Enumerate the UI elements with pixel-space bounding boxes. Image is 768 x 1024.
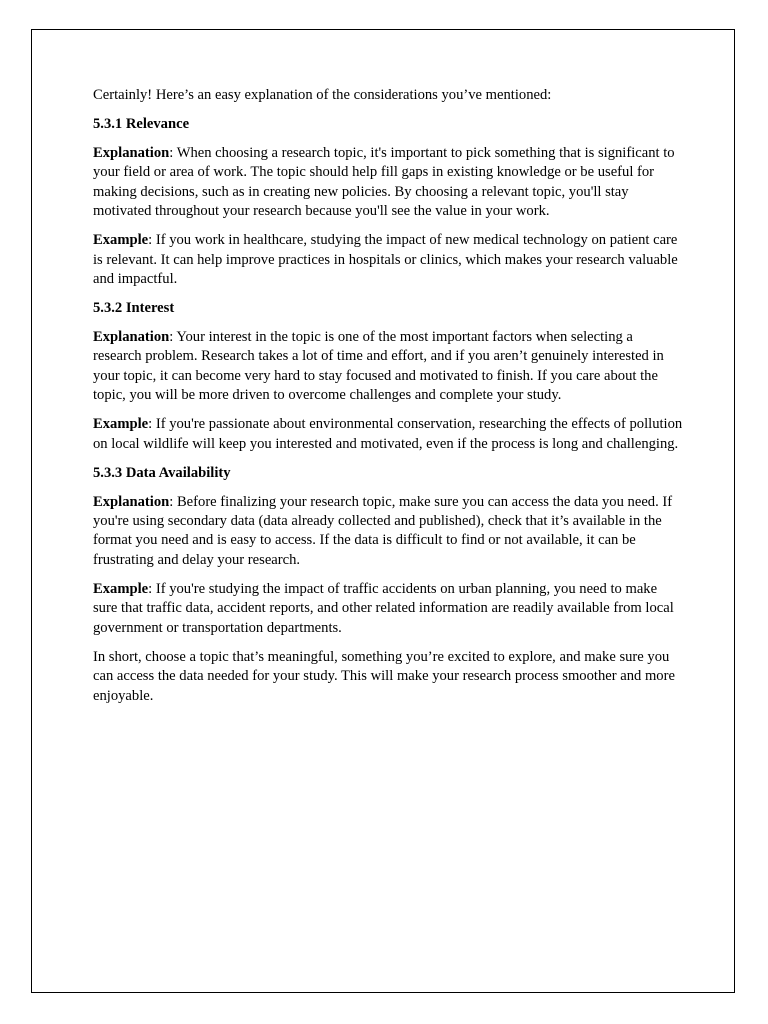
example-paragraph-relevance — [93, 231, 683, 289]
intro-paragraph: Certainly! Here’s an easy explanation of the considerations you’ve mentioned: — [93, 87, 552, 103]
document-body — [93, 86, 683, 716]
section-heading-relevance: 5.3.1 Relevance — [93, 116, 190, 132]
example-label: Example — [93, 232, 149, 249]
example-text: : If you're passionate about environmental conservation, researching the effects of pollution on local wildlife will keep you interested and motivated, even if the process is long and challenging. — [93, 416, 683, 452]
explanation-label: Explanation — [93, 329, 170, 346]
explanation-paragraph-data-availability — [93, 493, 683, 571]
document-page — [31, 29, 735, 993]
explanation-text: : When choosing a research topic, it's important to pick something that is significant to your field or area of work. The topic should help fill gaps in existing knowledge or be useful for making decisions, such as in creating new policies. By choosing a relevant topic, you'll stay motivated throughout your research because you'll see the value in your work. — [93, 145, 675, 220]
section-heading-data-availability: 5.3.3 Data Availability — [93, 464, 231, 481]
example-paragraph-interest — [93, 415, 683, 454]
explanation-paragraph-interest — [93, 328, 683, 406]
example-label: Example — [93, 416, 149, 433]
explanation-label: Explanation — [93, 493, 170, 510]
example-text: : If you're studying the impact of traffic accidents on urban planning, you need to make sure that traffic data, accident reports, and other related information are readily available from local government or transportation departments. — [93, 580, 674, 636]
example-paragraph-data-availability — [93, 580, 683, 638]
explanation-paragraph-relevance — [93, 144, 683, 222]
conclusion-paragraph: In short, choose a topic that’s meaningful, something you’re excited to explore, and make sure you can access the data needed for your study. This will make your research process smoother and more enjoyable. — [93, 648, 675, 704]
explanation-label: Explanation — [93, 145, 170, 161]
explanation-text: : Your interest in the topic is one of the most important factors when selecting a research problem. Research takes a lot of time and effort, and if you aren’t genuinely interested in your topic, it can become very hard to stay focused and motivated to finish. If you care about the topic, you will be more driven to overcome challenges and complete your study. — [93, 329, 664, 404]
explanation-text: : Before finalizing your research topic, make sure you can access the data you need. If you're using secondary data (data already collected and published), check that it’s available in the format you need and is easy to access. If the data is difficult to find or not available, it can be frustrating and delay your research. — [93, 493, 673, 568]
example-label: Example — [93, 580, 149, 597]
example-text: : If you work in healthcare, studying the impact of new medical technology on patient care is relevant. It can help improve practices in hospitals or clinics, which makes your research valuable and impactful. — [93, 232, 678, 288]
section-heading-interest: 5.3.2 Interest — [93, 300, 175, 317]
